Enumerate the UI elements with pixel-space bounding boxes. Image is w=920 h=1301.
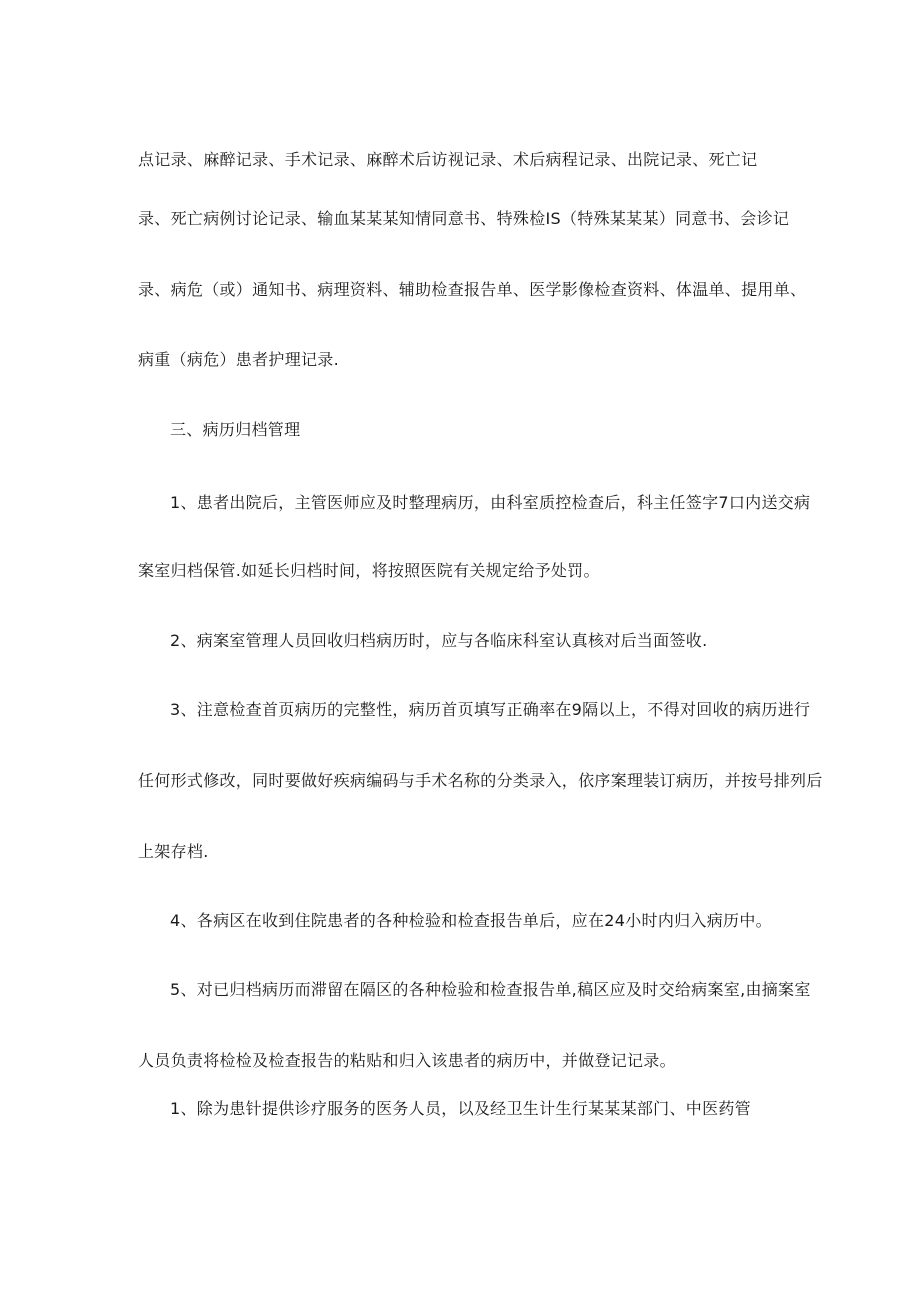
text-line-7: 案室归档保管.如延长归档时间，将按照医院有关规定给予处罚。 [138,561,600,580]
text-line-13: 5、对已归档病历而滞留在隔区的各种检验和检查报告单,稿区应及时交给病案室,由摘案室 [170,980,811,999]
text-line-15: 1、除为患针提供诊疗服务的医务人员，以及经卫生计生行某某某部门、中医药管 [170,1099,751,1118]
text-line-3: 录、病危（或）通知书、病理资料、辅助检查报告单、医学影像检查资料、体温单、提用单、 [138,280,807,299]
text-line-1: 点记录、麻醉记录、手术记录、麻醉术后访视记录、术后病程记录、出院记录、死亡记 [138,150,758,169]
text-line-11: 上架存档. [138,842,209,861]
text-line-12: 4、各病区在收到住院患者的各种检验和检查报告单后，应在24小时内归入病历中。 [170,911,772,930]
text-line-8: 2、病案室管理人员回收归档病历时，应与各临床科室认真核对后当面签收. [170,631,708,650]
section-heading: 三、病历归档管理 [170,420,301,439]
text-line-14: 人员负责将检检及检查报告的粘贴和归入该患者的病历中，并做登记记录。 [138,1051,676,1070]
text-line-10: 任何形式修改，同时要做好疾病编码与手术名称的分类录入，依序案理装订病历，并按号排列后 [138,771,823,790]
text-line-9: 3、注意检查首页病历的完整性，病历首页填写正确率在9隔以上，不得对回收的病历进行 [170,700,811,719]
text-line-2: 录、死亡病例讨论记录、输血某某某知情同意书、特殊检IS（特殊某某某）同意书、会诊记 [138,209,790,228]
text-line-4: 病重（病危）患者护理记录. [138,350,339,369]
text-line-6: 1、患者出院后，主管医师应及时整理病历，由科室质控检查后，科主任签字7口内送交病 [170,493,811,512]
